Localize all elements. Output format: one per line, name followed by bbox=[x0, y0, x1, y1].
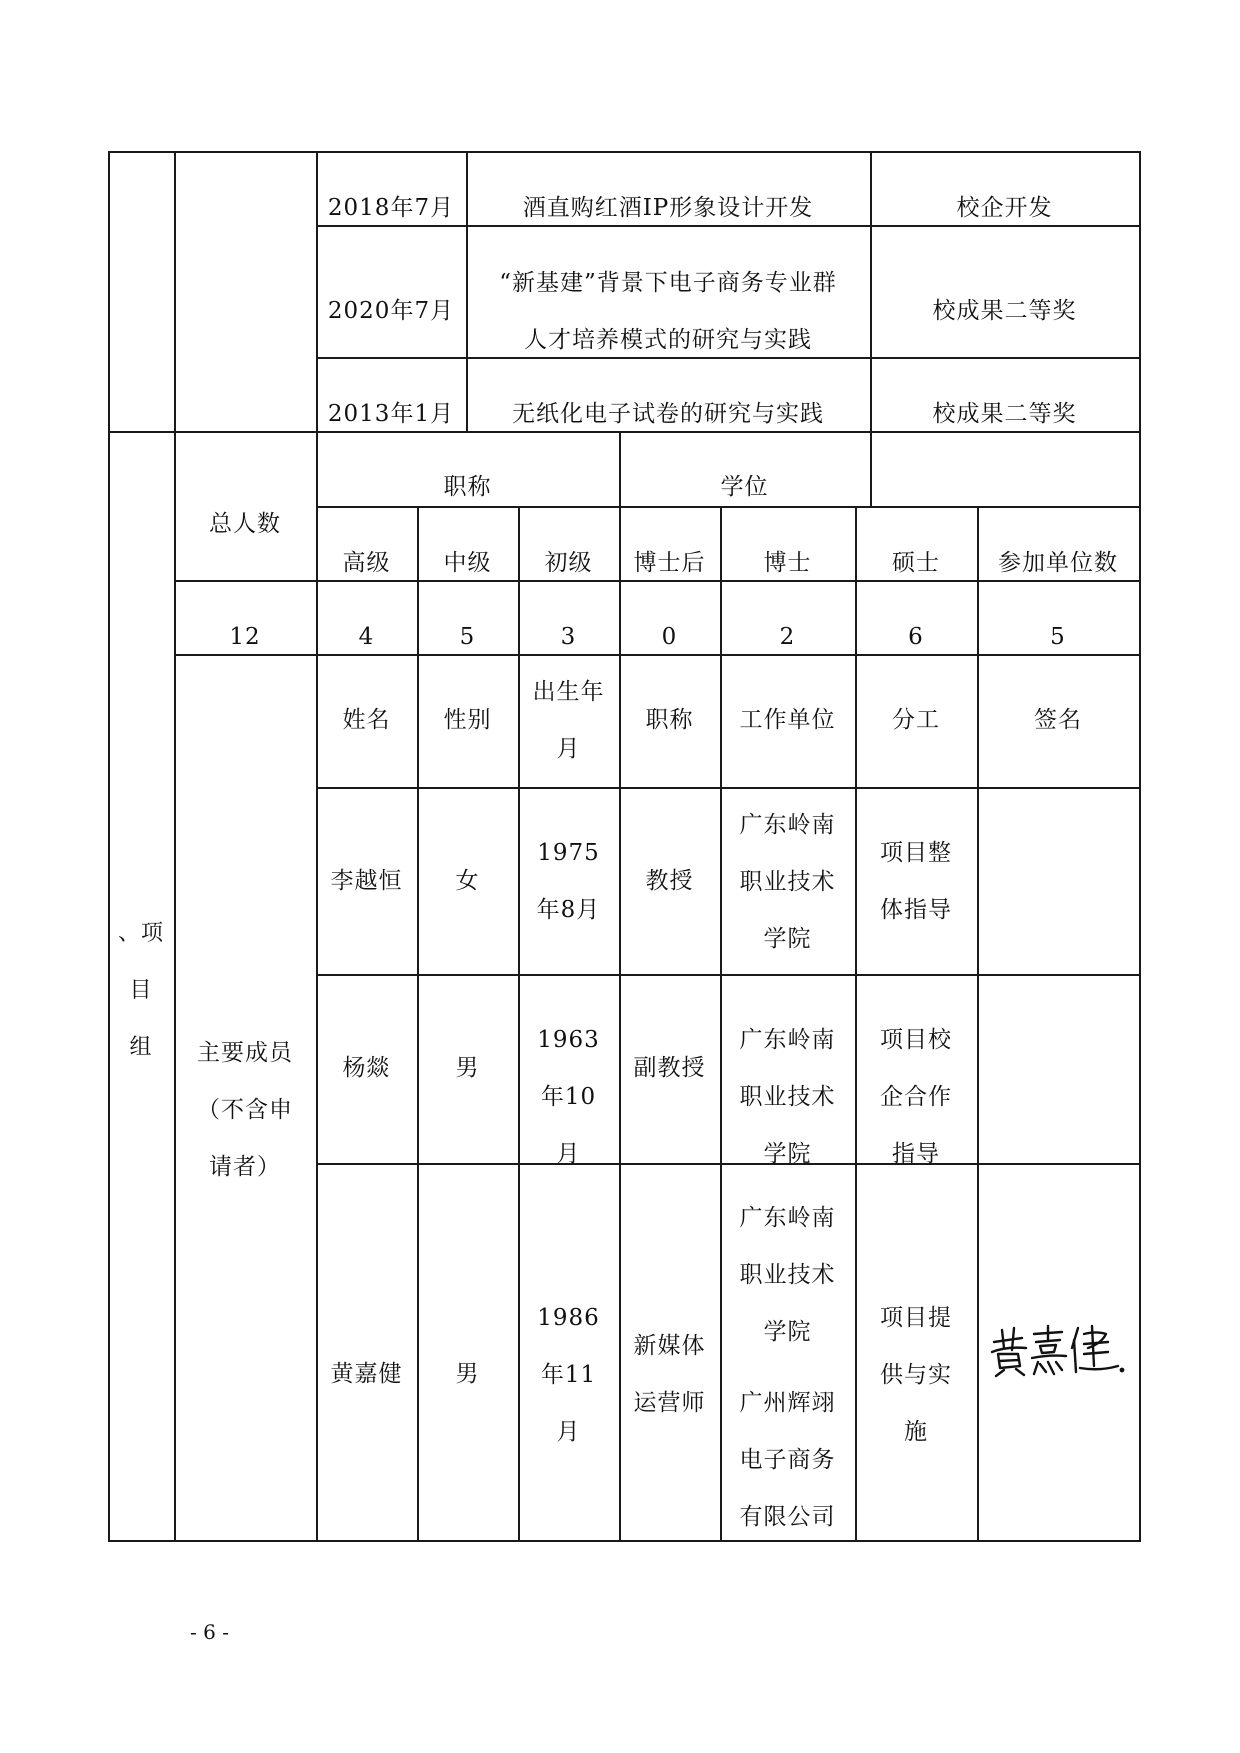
member-unit-line: 广东岭南 bbox=[739, 1027, 836, 1053]
header-title: 职称 bbox=[645, 707, 694, 733]
member-unit-line: 职业技术 bbox=[739, 1084, 836, 1110]
stats-value: 2 bbox=[779, 624, 796, 650]
achievement-note: 校成果二等奖 bbox=[932, 298, 1077, 324]
members-label-line: （不含申 bbox=[197, 1097, 293, 1123]
stats-total-value: 12 bbox=[229, 624, 261, 650]
member-title: 副教授 bbox=[633, 1055, 706, 1081]
member-role-line: 体指导 bbox=[880, 897, 952, 923]
member-unit-line: 广东岭南 bbox=[739, 812, 836, 838]
table-border-right bbox=[1139, 151, 1141, 1542]
member-gender: 男 bbox=[455, 1055, 480, 1081]
members-label bbox=[174, 1025, 316, 1196]
member-role bbox=[855, 825, 977, 939]
member-unit bbox=[720, 1190, 855, 1546]
member-birth-line: 年8月 bbox=[536, 897, 601, 923]
member-role-line: 项目整 bbox=[880, 840, 952, 866]
member-title-line: 运营师 bbox=[633, 1390, 706, 1416]
achievement-title-line: “新基建”背景下电子商务专业群 bbox=[499, 270, 837, 296]
total-count-label: 总人数 bbox=[209, 511, 281, 537]
member-name: 杨燚 bbox=[342, 1055, 391, 1081]
stats-col-senior: 高级 bbox=[342, 550, 391, 576]
member-role-line: 施 bbox=[904, 1419, 928, 1445]
member-unit-line: 学院 bbox=[763, 1141, 812, 1167]
achievement-date: 2018年7月 bbox=[327, 195, 455, 221]
col-line bbox=[174, 151, 176, 1542]
stats-col-middle: 中级 bbox=[443, 550, 492, 576]
stats-value: 5 bbox=[459, 624, 476, 650]
member-birth bbox=[518, 1012, 619, 1183]
stats-col-doctor: 博士 bbox=[763, 550, 812, 576]
achievement-note: 校成果二等奖 bbox=[932, 401, 1077, 427]
member-title bbox=[619, 1318, 720, 1432]
header-birth-line: 出生年 bbox=[532, 679, 605, 705]
member-name: 李越恒 bbox=[330, 868, 403, 894]
section-label-line: 、项 bbox=[117, 921, 164, 946]
header-name: 姓名 bbox=[342, 707, 391, 733]
member-birth-line: 年10 bbox=[540, 1084, 597, 1110]
section-label-line: 组 bbox=[129, 1035, 153, 1060]
members-label-line: 请者） bbox=[209, 1154, 281, 1180]
member-title-line: 新媒体 bbox=[633, 1333, 706, 1359]
achievement-note: 校企开发 bbox=[956, 195, 1053, 221]
stats-value: 3 bbox=[560, 624, 577, 650]
member-unit-line: 学院 bbox=[763, 926, 812, 952]
member-role bbox=[855, 1290, 977, 1461]
stats-value: 5 bbox=[1050, 624, 1066, 650]
table-border-top bbox=[108, 151, 1139, 153]
stats-value: 4 bbox=[358, 624, 375, 650]
stats-value: 6 bbox=[908, 624, 924, 650]
row-line bbox=[316, 787, 1139, 789]
stats-col-units: 参加单位数 bbox=[998, 550, 1118, 576]
member-unit-line: 广东岭南 bbox=[739, 1205, 836, 1231]
member-title: 教授 bbox=[645, 868, 694, 894]
members-label-line: 主要成员 bbox=[197, 1040, 293, 1066]
member-gender: 男 bbox=[455, 1361, 480, 1387]
member-unit-line: 电子商务 bbox=[739, 1447, 836, 1473]
achievement-title: 酒直购红酒IP形象设计开发 bbox=[522, 195, 814, 221]
header-unit: 工作单位 bbox=[739, 707, 836, 733]
member-birth-line: 月 bbox=[556, 1419, 581, 1445]
member-birth bbox=[518, 1290, 619, 1461]
title-group-label: 职称 bbox=[443, 474, 492, 500]
table-border-bottom bbox=[108, 1540, 1139, 1542]
member-role-line: 指导 bbox=[892, 1141, 940, 1167]
section-label bbox=[108, 905, 174, 1076]
member-unit bbox=[720, 797, 855, 968]
stats-value: 0 bbox=[661, 624, 678, 650]
member-unit bbox=[720, 1012, 855, 1183]
member-birth-line: 年11 bbox=[540, 1362, 597, 1388]
achievement-title: 无纸化电子试卷的研究与实践 bbox=[512, 401, 824, 427]
header-birth bbox=[518, 664, 619, 778]
stats-col-master: 硕士 bbox=[892, 550, 940, 576]
row-line bbox=[316, 974, 1139, 976]
member-birth-line: 月 bbox=[556, 1141, 581, 1167]
member-birth-line: 1963 bbox=[537, 1027, 600, 1053]
member-unit-line: 有限公司 bbox=[739, 1504, 836, 1530]
member-birth-line: 1975 bbox=[537, 840, 600, 866]
handwritten-signature-icon bbox=[988, 1320, 1128, 1380]
degree-group-label: 学位 bbox=[720, 474, 769, 500]
col-line bbox=[316, 151, 318, 1542]
achievement-title bbox=[466, 255, 870, 369]
member-birth bbox=[518, 825, 619, 939]
member-name: 黄嘉健 bbox=[330, 1361, 403, 1387]
achievement-title-line: 人才培养模式的研究与实践 bbox=[524, 327, 812, 353]
member-unit-line: 职业技术 bbox=[739, 1262, 836, 1288]
member-role-line: 企合作 bbox=[880, 1084, 952, 1110]
page-number: - 6 - bbox=[190, 1620, 229, 1644]
header-gender: 性别 bbox=[443, 707, 492, 733]
member-gender: 女 bbox=[455, 868, 480, 894]
member-unit-line: 职业技术 bbox=[739, 869, 836, 895]
member-unit-line: 学院 bbox=[763, 1319, 812, 1345]
member-role-line: 供与实 bbox=[880, 1362, 952, 1388]
member-birth-line: 1986 bbox=[537, 1305, 600, 1331]
stats-col-postdoc: 博士后 bbox=[633, 550, 706, 576]
member-role bbox=[855, 1012, 977, 1183]
section-label-line: 目 bbox=[129, 978, 153, 1003]
member-role-line: 项目提 bbox=[880, 1305, 952, 1331]
header-signature: 签名 bbox=[1034, 707, 1082, 733]
stats-col-junior: 初级 bbox=[544, 550, 593, 576]
member-role-line: 项目校 bbox=[880, 1027, 952, 1053]
header-role: 分工 bbox=[892, 707, 940, 733]
achievement-date: 2020年7月 bbox=[327, 298, 455, 324]
table-border-left bbox=[108, 151, 110, 1542]
header-birth-line: 月 bbox=[556, 736, 581, 762]
achievement-date: 2013年1月 bbox=[327, 401, 455, 427]
member-unit-line: 广州辉翊 bbox=[739, 1390, 836, 1416]
